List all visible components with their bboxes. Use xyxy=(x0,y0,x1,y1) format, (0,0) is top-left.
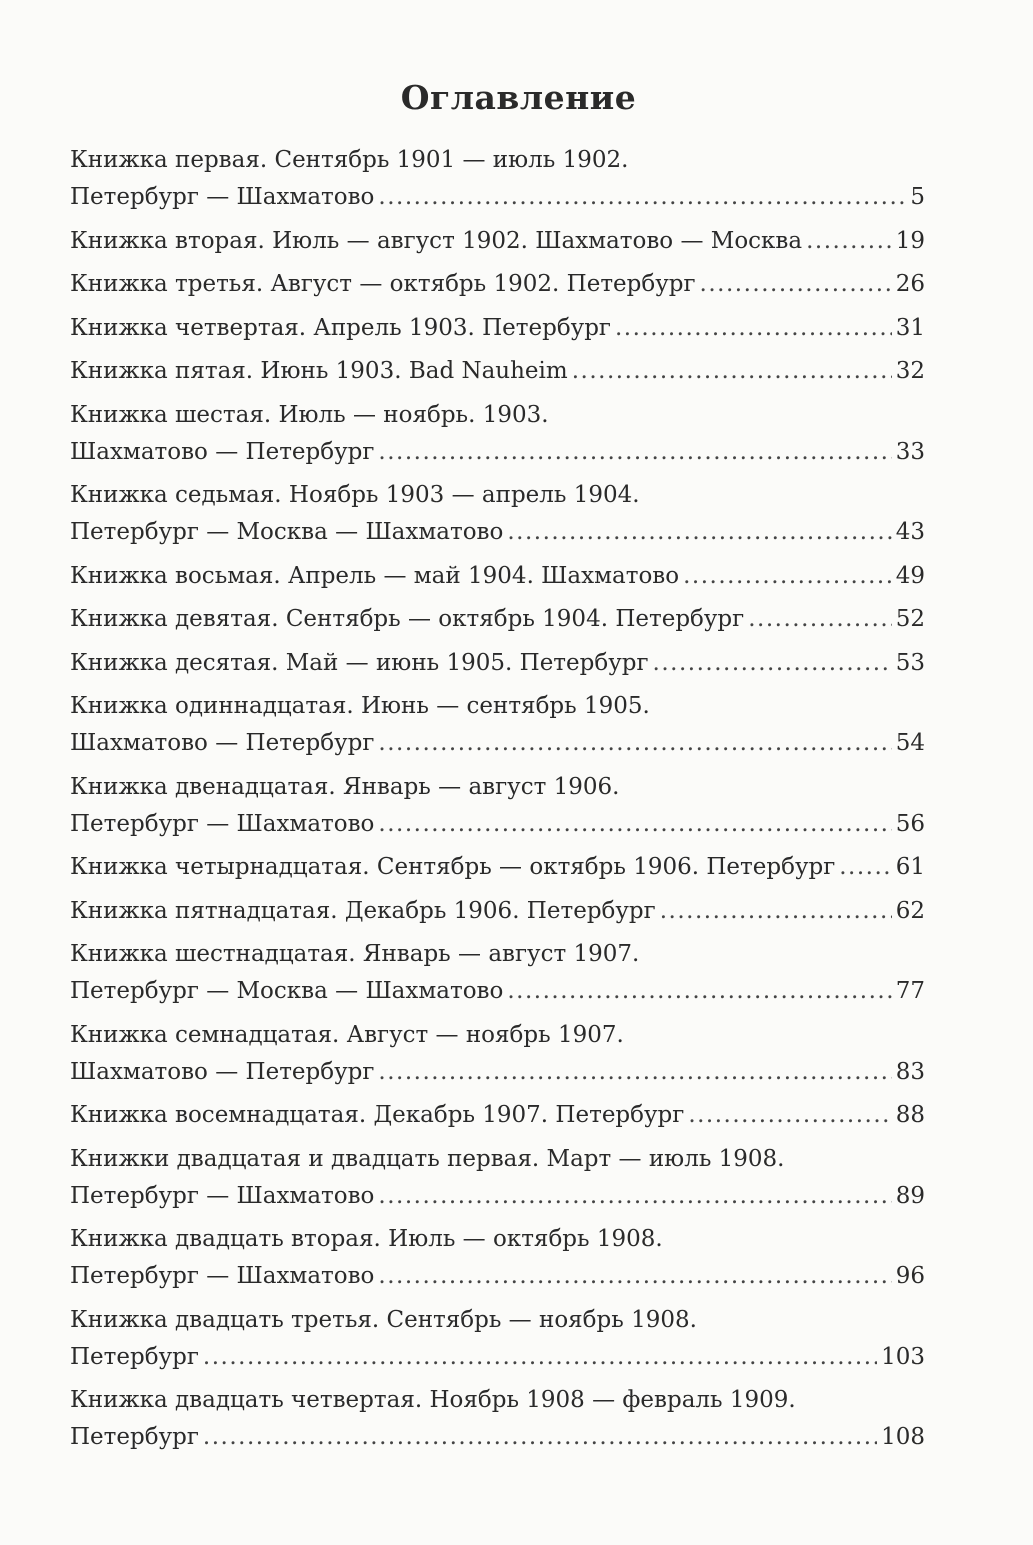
toc-entry-page-number: 43 xyxy=(895,519,925,545)
dot-leader xyxy=(378,179,906,216)
dot-leader xyxy=(203,1419,877,1456)
dot-leader xyxy=(572,353,892,390)
toc-entry-title: Книжка восемнадцатая. Декабрь 1907. Петербург xyxy=(70,1102,685,1128)
toc-entry-page-number: 33 xyxy=(895,438,925,465)
toc-entry-title: Петербург xyxy=(70,1343,199,1370)
dot-leader xyxy=(203,1339,877,1376)
toc-entry[interactable] xyxy=(70,601,925,638)
dot-leader xyxy=(688,1097,891,1134)
dot-leader xyxy=(653,645,892,682)
toc-entry-leader-line xyxy=(70,973,925,1010)
toc-entry-leader-line xyxy=(70,1097,925,1134)
dot-leader xyxy=(507,514,891,551)
toc-entry-title: Книжка четвертая. Апрель 1903. Петербург xyxy=(70,314,611,341)
dot-leader xyxy=(378,806,891,843)
dot-leader xyxy=(378,725,891,762)
toc-entry-title-line: Книжка двадцать четвертая. Ноябрь 1908 — февраль 1909. xyxy=(70,1387,796,1413)
toc-entry-title: Петербург — Шахматово xyxy=(70,1263,375,1289)
toc-entry[interactable] xyxy=(70,1382,925,1456)
page-title: Оглавление xyxy=(400,78,637,117)
toc-entry-page-number: 89 xyxy=(895,1182,925,1209)
toc-entry-title: Книжка пятая. Июнь 1903. Bad Nauheim xyxy=(70,358,568,384)
toc-entry-title: Книжка девятая. Сентябрь — октябрь 1904. Петербург xyxy=(70,606,745,632)
toc-entry-title: Книжка третья. Август — октябрь 1902. Петербург xyxy=(70,271,696,297)
toc-entry[interactable] xyxy=(70,1302,925,1376)
table-of-contents xyxy=(70,142,925,1456)
toc-entry-title: Книжка четырнадцатая. Сентябрь — октябрь 1906. Петербург xyxy=(70,854,836,880)
dot-leader xyxy=(378,1258,891,1295)
toc-entry[interactable] xyxy=(70,688,925,762)
toc-entry[interactable] xyxy=(70,353,925,390)
toc-entry-title: Петербург — Москва — Шахматово xyxy=(70,978,504,1004)
toc-entry-title: Петербург — Москва — Шахматово xyxy=(70,519,504,545)
toc-entry-page-number: 61 xyxy=(895,854,925,880)
toc-entry[interactable] xyxy=(70,397,925,471)
toc-entry-leader-line xyxy=(70,601,925,638)
dot-leader xyxy=(378,1178,891,1215)
dot-leader xyxy=(660,893,892,930)
toc-entry-title: Книжка вторая. Июль — август 1902. Шахматово — Москва xyxy=(70,227,803,254)
toc-entry[interactable] xyxy=(70,893,925,930)
toc-entry-leader-line xyxy=(70,353,925,390)
toc-entry-title-line: Книжка двадцать вторая. Июль — октябрь 1908. xyxy=(70,1226,663,1252)
toc-entry-leader-line xyxy=(70,434,925,471)
toc-entry[interactable] xyxy=(70,849,925,886)
toc-entry-page-number: 77 xyxy=(895,978,925,1004)
dot-leader xyxy=(378,1054,891,1091)
toc-entry[interactable] xyxy=(70,310,925,347)
toc-entry-title-line: Книжка одиннадцатая. Июнь — сентябрь 1905. xyxy=(70,693,650,719)
toc-entry-page-number: 26 xyxy=(895,271,925,297)
toc-entry-title-line: Книжка седьмая. Ноябрь 1903 — апрель 1904. xyxy=(70,482,640,508)
toc-entry[interactable] xyxy=(70,1017,925,1091)
toc-entry[interactable] xyxy=(70,1097,925,1134)
toc-entry[interactable] xyxy=(70,223,925,260)
toc-entry-page-number: 108 xyxy=(881,1424,925,1450)
toc-entry-title: Книжка восьмая. Апрель — май 1904. Шахматово xyxy=(70,562,680,589)
toc-entry-page-number: 53 xyxy=(895,649,925,676)
toc-entry-title: Книжка десятая. Май — июнь 1905. Петербург xyxy=(70,649,649,676)
toc-entry-leader-line xyxy=(70,514,925,551)
toc-entry-leader-line xyxy=(70,558,925,595)
toc-entry[interactable] xyxy=(70,1221,925,1295)
toc-entry-title-line: Книжка семнадцатая. Август — ноябрь 1907. xyxy=(70,1021,624,1048)
toc-entry-leader-line xyxy=(70,266,925,303)
toc-entry-page-number: 83 xyxy=(895,1058,925,1085)
toc-entry-title: Петербург — Шахматово xyxy=(70,1182,375,1209)
dot-leader xyxy=(683,558,892,595)
toc-entry-page-number: 19 xyxy=(895,227,925,254)
toc-entry-page-number: 31 xyxy=(895,314,925,341)
toc-entry-page-number: 49 xyxy=(895,562,925,589)
toc-entry[interactable] xyxy=(70,266,925,303)
toc-entry[interactable] xyxy=(70,769,925,843)
toc-entry-leader-line xyxy=(70,849,925,886)
toc-entry-title: Петербург — Шахматово xyxy=(70,184,375,210)
toc-entry[interactable] xyxy=(70,936,925,1010)
toc-entry-title-line: Книжка двенадцатая. Январь — август 1906. xyxy=(70,773,620,800)
toc-entry-leader-line xyxy=(70,179,925,216)
toc-entry-title-line: Книжка двадцать третья. Сентябрь — ноябрь 1908. xyxy=(70,1306,697,1333)
toc-entry-leader-line xyxy=(70,223,925,260)
toc-entry-title: Шахматово — Петербург xyxy=(70,730,375,756)
toc-entry-page-number: 56 xyxy=(895,810,925,837)
toc-entry-title-line: Книжки двадцатая и двадцать первая. Март — июль 1908. xyxy=(70,1145,785,1172)
toc-entry-leader-line xyxy=(70,1054,925,1091)
toc-entry-leader-line xyxy=(70,310,925,347)
toc-entry-leader-line xyxy=(70,725,925,762)
toc-entry[interactable] xyxy=(70,645,925,682)
toc-entry-leader-line xyxy=(70,1178,925,1215)
toc-entry-page-number: 62 xyxy=(895,897,925,924)
toc-entry-page-number: 32 xyxy=(895,358,925,384)
toc-entry-title: Петербург xyxy=(70,1424,199,1450)
toc-entry-leader-line xyxy=(70,1339,925,1376)
toc-entry[interactable] xyxy=(70,558,925,595)
toc-entry-title-line: Книжка шестнадцатая. Январь — август 1907. xyxy=(70,941,640,967)
dot-leader xyxy=(507,973,891,1010)
toc-entry-title-line: Книжка шестая. Июль — ноябрь. 1903. xyxy=(70,401,549,428)
dot-leader xyxy=(806,223,892,260)
toc-entry-leader-line xyxy=(70,645,925,682)
toc-entry-title: Петербург — Шахматово xyxy=(70,810,375,837)
toc-entry-page-number: 96 xyxy=(895,1263,925,1289)
toc-entry-leader-line xyxy=(70,806,925,843)
dot-leader xyxy=(748,601,892,638)
toc-entry-leader-line xyxy=(70,893,925,930)
dot-leader xyxy=(615,310,892,347)
dot-leader xyxy=(378,434,891,471)
toc-entry-page-number: 52 xyxy=(895,606,925,632)
toc-entry-page-number: 88 xyxy=(895,1102,925,1128)
toc-entry[interactable] xyxy=(70,142,925,216)
dot-leader xyxy=(700,266,892,303)
dot-leader xyxy=(839,849,891,886)
toc-entry-title: Шахматово — Петербург xyxy=(70,1058,375,1085)
toc-entry-title-line: Книжка первая. Сентябрь 1901 — июль 1902. xyxy=(70,147,629,173)
toc-entry-leader-line xyxy=(70,1419,925,1456)
toc-entry-page-number: 103 xyxy=(881,1343,925,1370)
toc-entry-title: Шахматово — Петербург xyxy=(70,438,375,465)
toc-entry[interactable] xyxy=(70,477,925,551)
toc-entry-page-number: 54 xyxy=(895,730,925,756)
toc-entry-leader-line xyxy=(70,1258,925,1295)
toc-entry-page-number: 5 xyxy=(910,184,925,210)
toc-entry[interactable] xyxy=(70,1141,925,1215)
toc-entry-title: Книжка пятнадцатая. Декабрь 1906. Петербург xyxy=(70,897,656,924)
